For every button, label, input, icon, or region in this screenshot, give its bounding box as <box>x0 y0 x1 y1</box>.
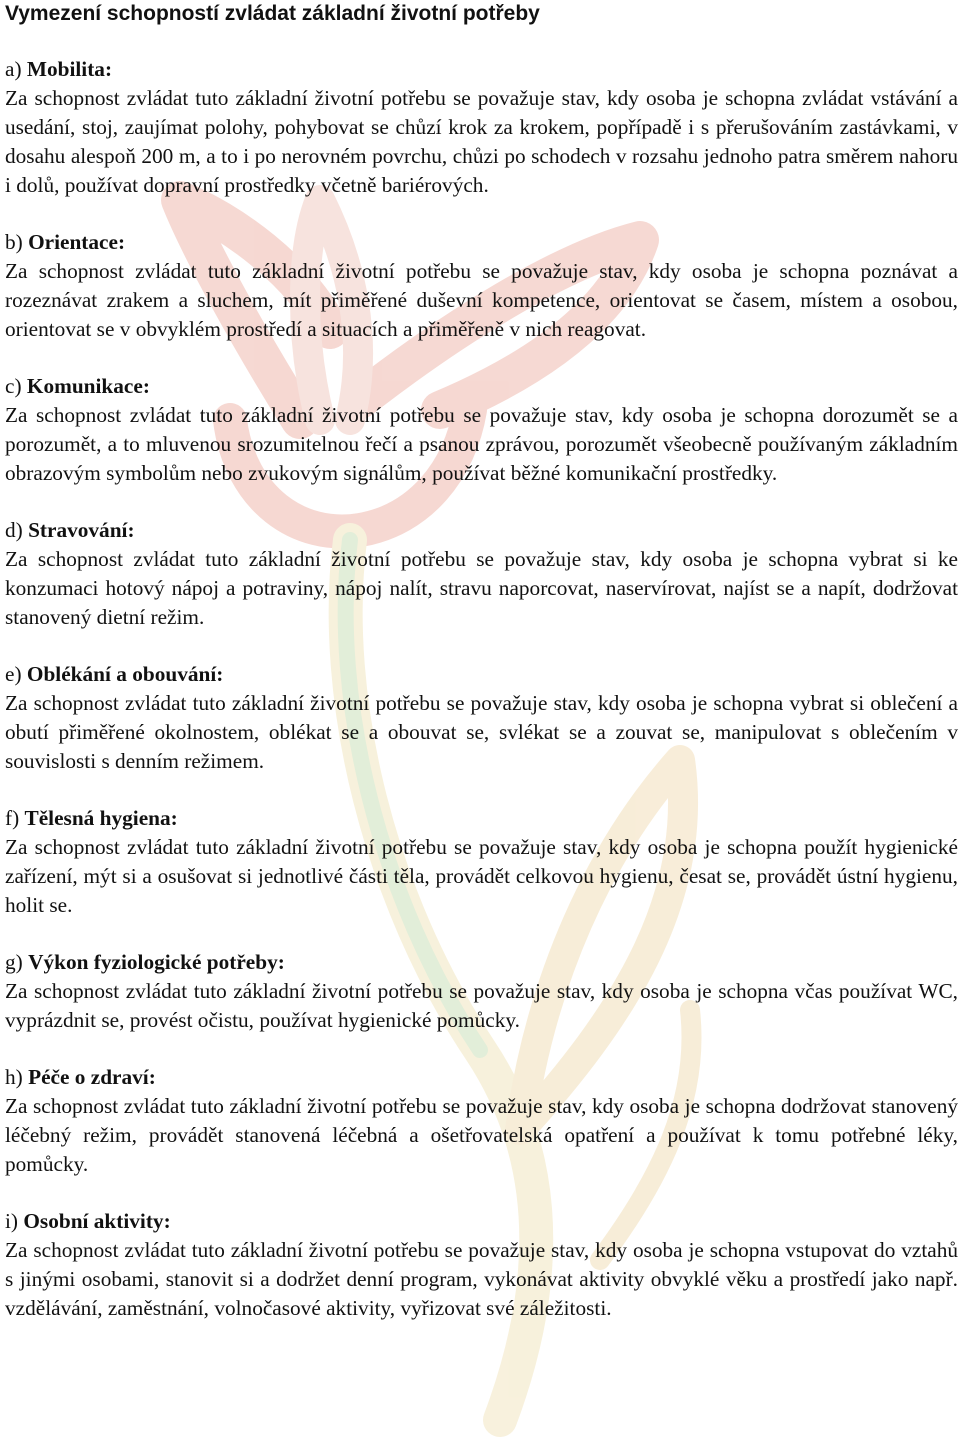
section-mobilita <box>5 55 958 200</box>
section-letter: b) <box>5 230 23 254</box>
section-title: Stravování: <box>28 518 135 542</box>
section-heading <box>5 55 958 84</box>
section-osobni-aktivity <box>5 1207 958 1323</box>
section-text: Za schopnost zvládat tuto základní životní potřebu se považuje stav, kdy osoba je schopna zvládat vstávání a usedání, stoj, zaujímat polohy, pohybovat se chůzí krok za krokem, popřípadě i s přerušováním zastávkami, v dosahu alespoň 200 m, a to i po nerovném povrchu, chůzi po schodech v rozsahu jednoho patra směrem nahoru i dolů, používat dopravní prostředky včetně bariérových. <box>5 86 958 197</box>
section-letter: a) <box>5 57 22 81</box>
section-heading <box>5 1063 958 1092</box>
section-letter: c) <box>5 374 22 398</box>
section-letter: d) <box>5 518 23 542</box>
section-text: Za schopnost zvládat tuto základní životní potřebu se považuje stav, kdy osoba je schopna poznávat a rozeznávat zrakem a sluchem, mít přiměřené duševní kompetence, orientovat se časem, místem a osobou, orientovat se v obvyklém prostředí a situacích a přiměřeně v nich reagovat. <box>5 259 958 341</box>
section-title: Oblékání a obouvání: <box>26 662 224 686</box>
section-letter: g) <box>5 950 23 974</box>
section-komunikace <box>5 372 958 488</box>
section-title: Orientace: <box>28 230 126 254</box>
section-title: Osobní aktivity: <box>23 1209 171 1233</box>
section-text: Za schopnost zvládat tuto základní životní potřebu se považuje stav, kdy osoba je schopna včas používat WC, vyprázdnit se, provést očistu, používat hygienické pomůcky. <box>5 979 958 1032</box>
section-text: Za schopnost zvládat tuto základní životní potřebu se považuje stav, kdy osoba je schopna dodržovat stanovený léčebný režim, provádět stanovená léčebná a ošetřovatelská opatření a používat k tomu potřebné léky, pomůcky. <box>5 1094 958 1176</box>
section-pece-o-zdravi <box>5 1063 958 1179</box>
section-heading <box>5 1207 958 1236</box>
section-hygiena <box>5 804 958 920</box>
section-heading <box>5 372 958 401</box>
section-oblekani <box>5 660 958 776</box>
section-orientace <box>5 228 958 344</box>
section-title: Komunikace: <box>26 374 150 398</box>
page-title: Vymezení schopností zvládat základní životní potřeby <box>5 2 540 25</box>
section-text: Za schopnost zvládat tuto základní životní potřebu se považuje stav, kdy osoba je schopna vybrat si ke konzumaci hotový nápoj a potraviny, nápoj nalít, stravu naporcovat, naservírovat, najíst se a napít, dodržovat stanovený dietní režim. <box>5 547 958 629</box>
section-text: Za schopnost zvládat tuto základní životní potřebu se považuje stav, kdy osoba je schopna vybrat si oblečení a obutí přiměřené okolnostem, oblékat se a obouvat se, svlékat se a zouvat se, manipulovat s oblečením v souvislosti s denním režimem. <box>5 691 958 773</box>
section-text: Za schopnost zvládat tuto základní životní potřebu se považuje stav, kdy osoba je schopna dorozumět se a porozumět, a to mluvenou srozumitelnou řečí a psanou zprávou, porozumět všeobecně používaným základním obrazovým symbolům nebo zvukovým signálům, používat běžné komunikační prostředky. <box>5 403 958 485</box>
section-text: Za schopnost zvládat tuto základní životní potřebu se považuje stav, kdy osoba je schopna vstupovat do vztahů s jinými osobami, stanovit si a dodržet denní program, vykonávat aktivity obvyklé věku a prostředí jako např. vzdělávání, zaměstnání, volnočasové aktivity, vyřizovat své záležitosti. <box>5 1238 958 1320</box>
section-letter: h) <box>5 1065 23 1089</box>
section-heading <box>5 228 958 257</box>
section-heading <box>5 804 958 833</box>
section-title: Výkon fyziologické potřeby: <box>28 950 285 974</box>
section-title: Tělesná hygiena: <box>24 806 178 830</box>
section-letter: i) <box>5 1209 19 1233</box>
section-fyziologicke <box>5 948 958 1035</box>
section-heading <box>5 660 958 689</box>
section-letter: f) <box>5 806 20 830</box>
section-heading <box>5 948 958 977</box>
section-text: Za schopnost zvládat tuto základní životní potřebu se považuje stav, kdy osoba je schopna použít hygienické zařízení, mýt si a osušovat si jednotlivé části těla, provádět celkovou hygienu, česat se, provádět ústní hygienu, holit se. <box>5 835 958 917</box>
section-title: Mobilita: <box>26 57 113 81</box>
section-heading <box>5 516 958 545</box>
section-letter: e) <box>5 662 22 686</box>
section-stravovani <box>5 516 958 632</box>
section-title: Péče o zdraví: <box>28 1065 156 1089</box>
